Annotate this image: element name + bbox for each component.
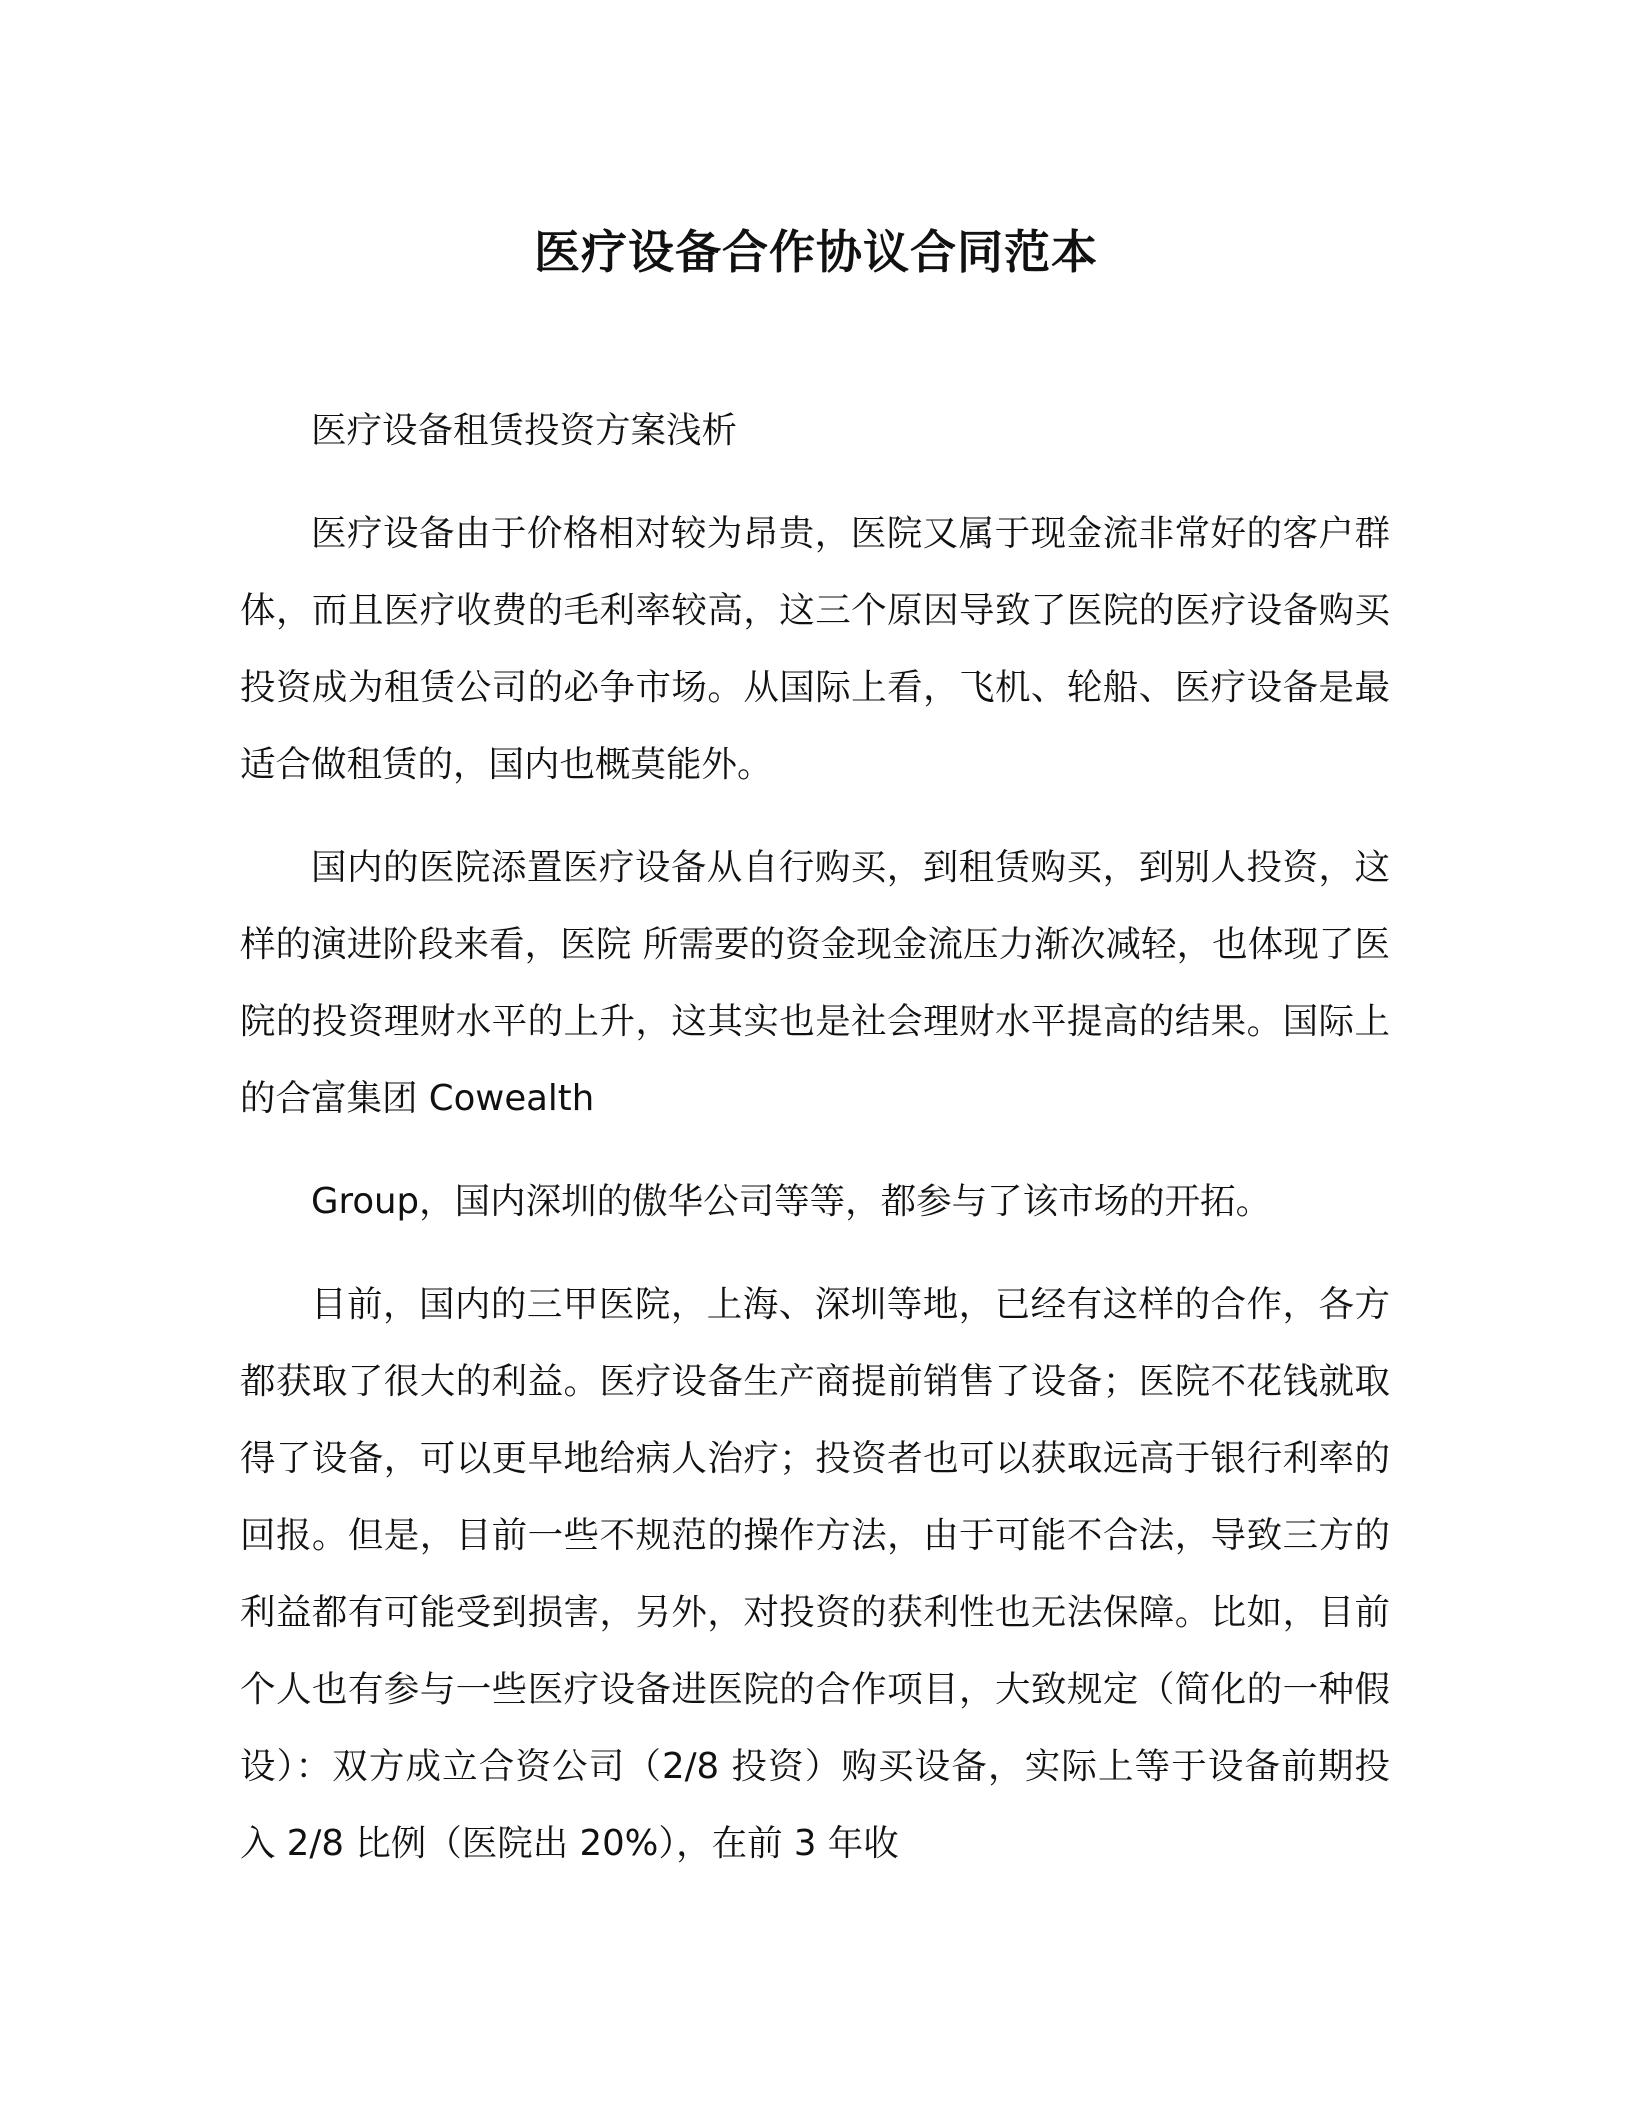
paragraph-1: 医疗设备由于价格相对较为昂贵，医院又属于现金流非常好的客户群体，而且医疗收费的毛利率较高，这三个原因导致了医院的医疗设备购买投资成为租赁公司的必争市场。从国际上看，飞机、轮船、医疗设备是最适合做租赁的，国内也概莫能外。 [240,513,1390,785]
paragraph-2: 国内的医院添置医疗设备从自行购买，到租赁购买，到别人投资，这样的演进阶段来看，医院 所需要的资金现金流压力渐次减轻，也体现了医院的投资理财水平的上升，这其实也是社会理财水平提高的结果。国际上的合富集团 Cowealth [240,847,1390,1119]
paragraph-4: 目前，国内的三甲医院，上海、深圳等地，已经有这样的合作，各方都获取了很大的利益。医疗设备生产商提前销售了设备；医院不花钱就取得了设备，可以更早地给病人治疗；投资者也可以获取远高于银行利率的回报。但是，目前一些不规范的操作方法，由于可能不合法，导致三方的利益都有可能受到损害，另外，对投资的获利性也无法保障。比如，目前个人也有参与一些医疗设备进医院的合作项目，大致规定（简化的一种假设）：双方成立合资公司（2/8 投资）购买设备，实际上等于设备前期投入 2/8 比例（医院出 20%），在前 3 年收 [240,1284,1390,1864]
section-heading: 医疗设备租赁投资方案浅析 [311,410,738,451]
paragraph-3: Group，国内深圳的傲华公司等等，都参与了该市场的开拓。 [311,1181,1272,1222]
document-body [240,392,1390,1882]
document-title: 医疗设备合作协议合同范本 [534,225,1098,279]
